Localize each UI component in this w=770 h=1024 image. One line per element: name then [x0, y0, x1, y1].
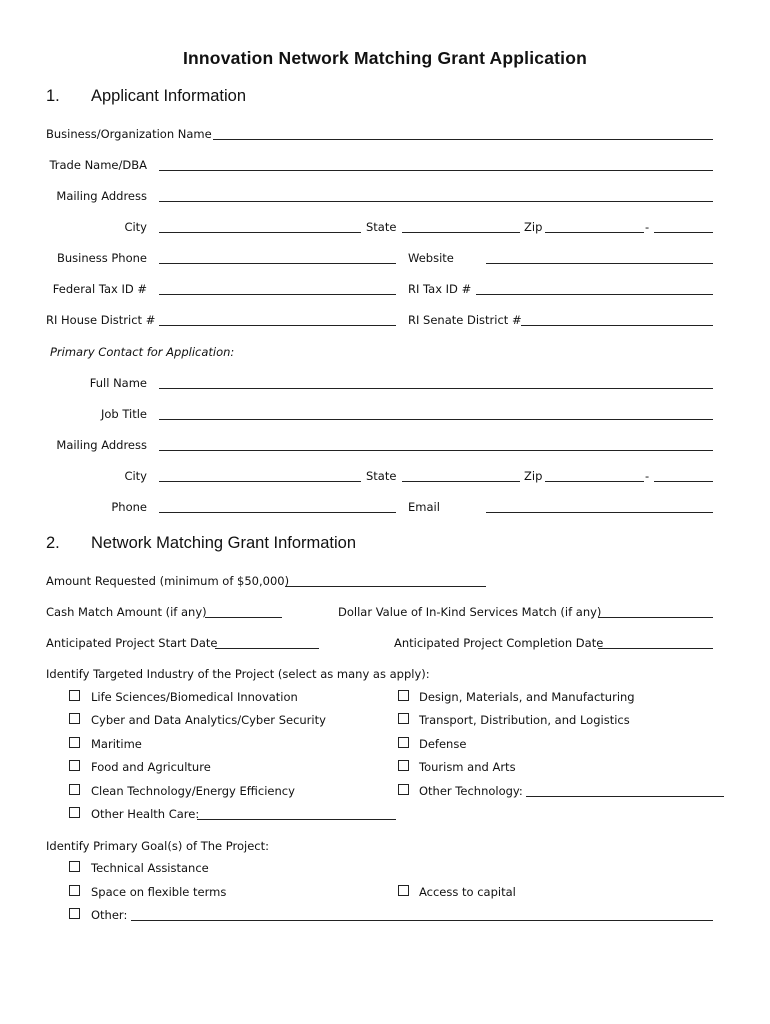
full-name-label: Full Name — [89, 376, 147, 390]
website-field[interactable] — [486, 263, 713, 264]
goal-other-label: Other: — [91, 908, 128, 922]
trade-name-label: Trade Name/DBA — [49, 158, 147, 172]
city-label: City — [124, 220, 147, 234]
page-title: Innovation Network Matching Grant Application — [182, 48, 588, 68]
contact-mailing-address-label: Mailing Address — [56, 438, 147, 452]
contact-zip-field[interactable] — [545, 481, 644, 482]
primary-contact-heading: Primary Contact for Application: — [50, 345, 235, 359]
mailing-address-field[interactable] — [159, 201, 713, 202]
state-label: State — [366, 220, 397, 234]
amount-requested-field[interactable] — [285, 586, 486, 587]
ri-house-district-label: RI House District # — [46, 313, 156, 327]
ri-tax-id-field[interactable] — [476, 294, 713, 295]
checkbox-life-sciences[interactable] — [69, 690, 80, 701]
goal-access-to-capital-label: Access to capital — [419, 885, 516, 899]
checkbox-design-manufacturing[interactable] — [398, 690, 409, 701]
checkbox-cyber[interactable] — [69, 713, 80, 724]
zip-field[interactable] — [545, 232, 644, 233]
checkbox-defense[interactable] — [398, 737, 409, 748]
cash-match-label: Cash Match Amount (if any) — [46, 605, 207, 619]
contact-state-label: State — [366, 469, 397, 483]
goal-prompt: Identify Primary Goal(s) of The Project: — [46, 839, 269, 853]
contact-zip-label: Zip — [524, 469, 543, 483]
state-field[interactable] — [402, 232, 520, 233]
contact-city-label: City — [124, 469, 147, 483]
email-field[interactable] — [486, 512, 713, 513]
in-kind-match-label: Dollar Value of In-Kind Services Match (if any) — [338, 605, 602, 619]
in-kind-match-field[interactable] — [598, 617, 713, 618]
start-date-field[interactable] — [215, 648, 319, 649]
goal-flexible-space-label: Space on flexible terms — [91, 885, 227, 899]
checkbox-other-technology[interactable] — [398, 784, 409, 795]
checkbox-flexible-space[interactable] — [69, 885, 80, 896]
contact-zip-dash: - — [645, 469, 650, 483]
industry-cyber-label: Cyber and Data Analytics/Cyber Security — [91, 713, 326, 727]
contact-city-field[interactable] — [159, 481, 361, 482]
completion-date-field[interactable] — [598, 648, 713, 649]
goal-technical-assistance-label: Technical Assistance — [91, 861, 209, 875]
section-2-heading: Network Matching Grant Information — [91, 534, 357, 552]
federal-tax-id-field[interactable] — [159, 294, 396, 295]
phone-field[interactable] — [159, 512, 396, 513]
full-name-field[interactable] — [159, 388, 713, 389]
business-phone-label: Business Phone — [57, 251, 147, 265]
industry-transport-label: Transport, Distribution, and Logistics — [419, 713, 630, 727]
ri-senate-district-label: RI Senate District # — [408, 313, 522, 327]
completion-date-label: Anticipated Project Completion Date — [394, 636, 604, 650]
job-title-field[interactable] — [159, 419, 713, 420]
zip-ext-field[interactable] — [654, 232, 713, 233]
checkbox-transport[interactable] — [398, 713, 409, 724]
org-name-label: Business/Organization Name — [46, 127, 212, 141]
city-field[interactable] — [159, 232, 361, 233]
zip-dash: - — [645, 220, 650, 234]
federal-tax-id-label: Federal Tax ID # — [52, 282, 147, 296]
email-label: Email — [408, 500, 440, 514]
ri-senate-district-field[interactable] — [521, 325, 713, 326]
industry-other-health-care-label: Other Health Care: — [91, 807, 200, 821]
industry-food-agriculture-label: Food and Agriculture — [91, 760, 211, 774]
contact-zip-ext-field[interactable] — [654, 481, 713, 482]
business-phone-field[interactable] — [159, 263, 396, 264]
ri-house-district-field[interactable] — [159, 325, 396, 326]
checkbox-access-to-capital[interactable] — [398, 885, 409, 896]
industry-maritime-label: Maritime — [91, 737, 142, 751]
industry-prompt: Identify Targeted Industry of the Project (select as many as apply): — [46, 667, 430, 681]
cash-match-field[interactable] — [205, 617, 282, 618]
zip-label: Zip — [524, 220, 543, 234]
industry-other-technology-label: Other Technology: — [419, 784, 523, 798]
ri-tax-id-label: RI Tax ID # — [408, 282, 472, 296]
industry-clean-technology-label: Clean Technology/Energy Efficiency — [91, 784, 295, 798]
section-2-number: 2. — [46, 534, 60, 552]
checkbox-technical-assistance[interactable] — [69, 861, 80, 872]
checkbox-maritime[interactable] — [69, 737, 80, 748]
checkbox-clean-technology[interactable] — [69, 784, 80, 795]
industry-life-sciences-label: Life Sciences/Biomedical Innovation — [91, 690, 298, 704]
industry-defense-label: Defense — [419, 737, 467, 751]
start-date-label: Anticipated Project Start Date — [46, 636, 218, 650]
phone-label: Phone — [111, 500, 147, 514]
checkbox-tourism-arts[interactable] — [398, 760, 409, 771]
contact-state-field[interactable] — [402, 481, 520, 482]
other-health-care-field[interactable] — [197, 819, 396, 820]
checkbox-goal-other[interactable] — [69, 908, 80, 919]
checkbox-food-agriculture[interactable] — [69, 760, 80, 771]
amount-requested-label: Amount Requested (minimum of $50,000) — [46, 574, 290, 588]
contact-mailing-address-field[interactable] — [159, 450, 713, 451]
org-name-field[interactable] — [213, 139, 713, 140]
goal-other-field[interactable] — [131, 920, 713, 921]
job-title-label: Job Title — [100, 407, 147, 421]
industry-design-manufacturing-label: Design, Materials, and Manufacturing — [419, 690, 635, 704]
checkbox-other-health-care[interactable] — [69, 807, 80, 818]
section-1-number: 1. — [46, 87, 60, 105]
trade-name-field[interactable] — [159, 170, 713, 171]
other-technology-field[interactable] — [526, 796, 724, 797]
section-1-heading: Applicant Information — [91, 87, 247, 105]
website-label: Website — [408, 251, 454, 265]
industry-tourism-arts-label: Tourism and Arts — [419, 760, 516, 774]
mailing-address-label: Mailing Address — [56, 189, 147, 203]
